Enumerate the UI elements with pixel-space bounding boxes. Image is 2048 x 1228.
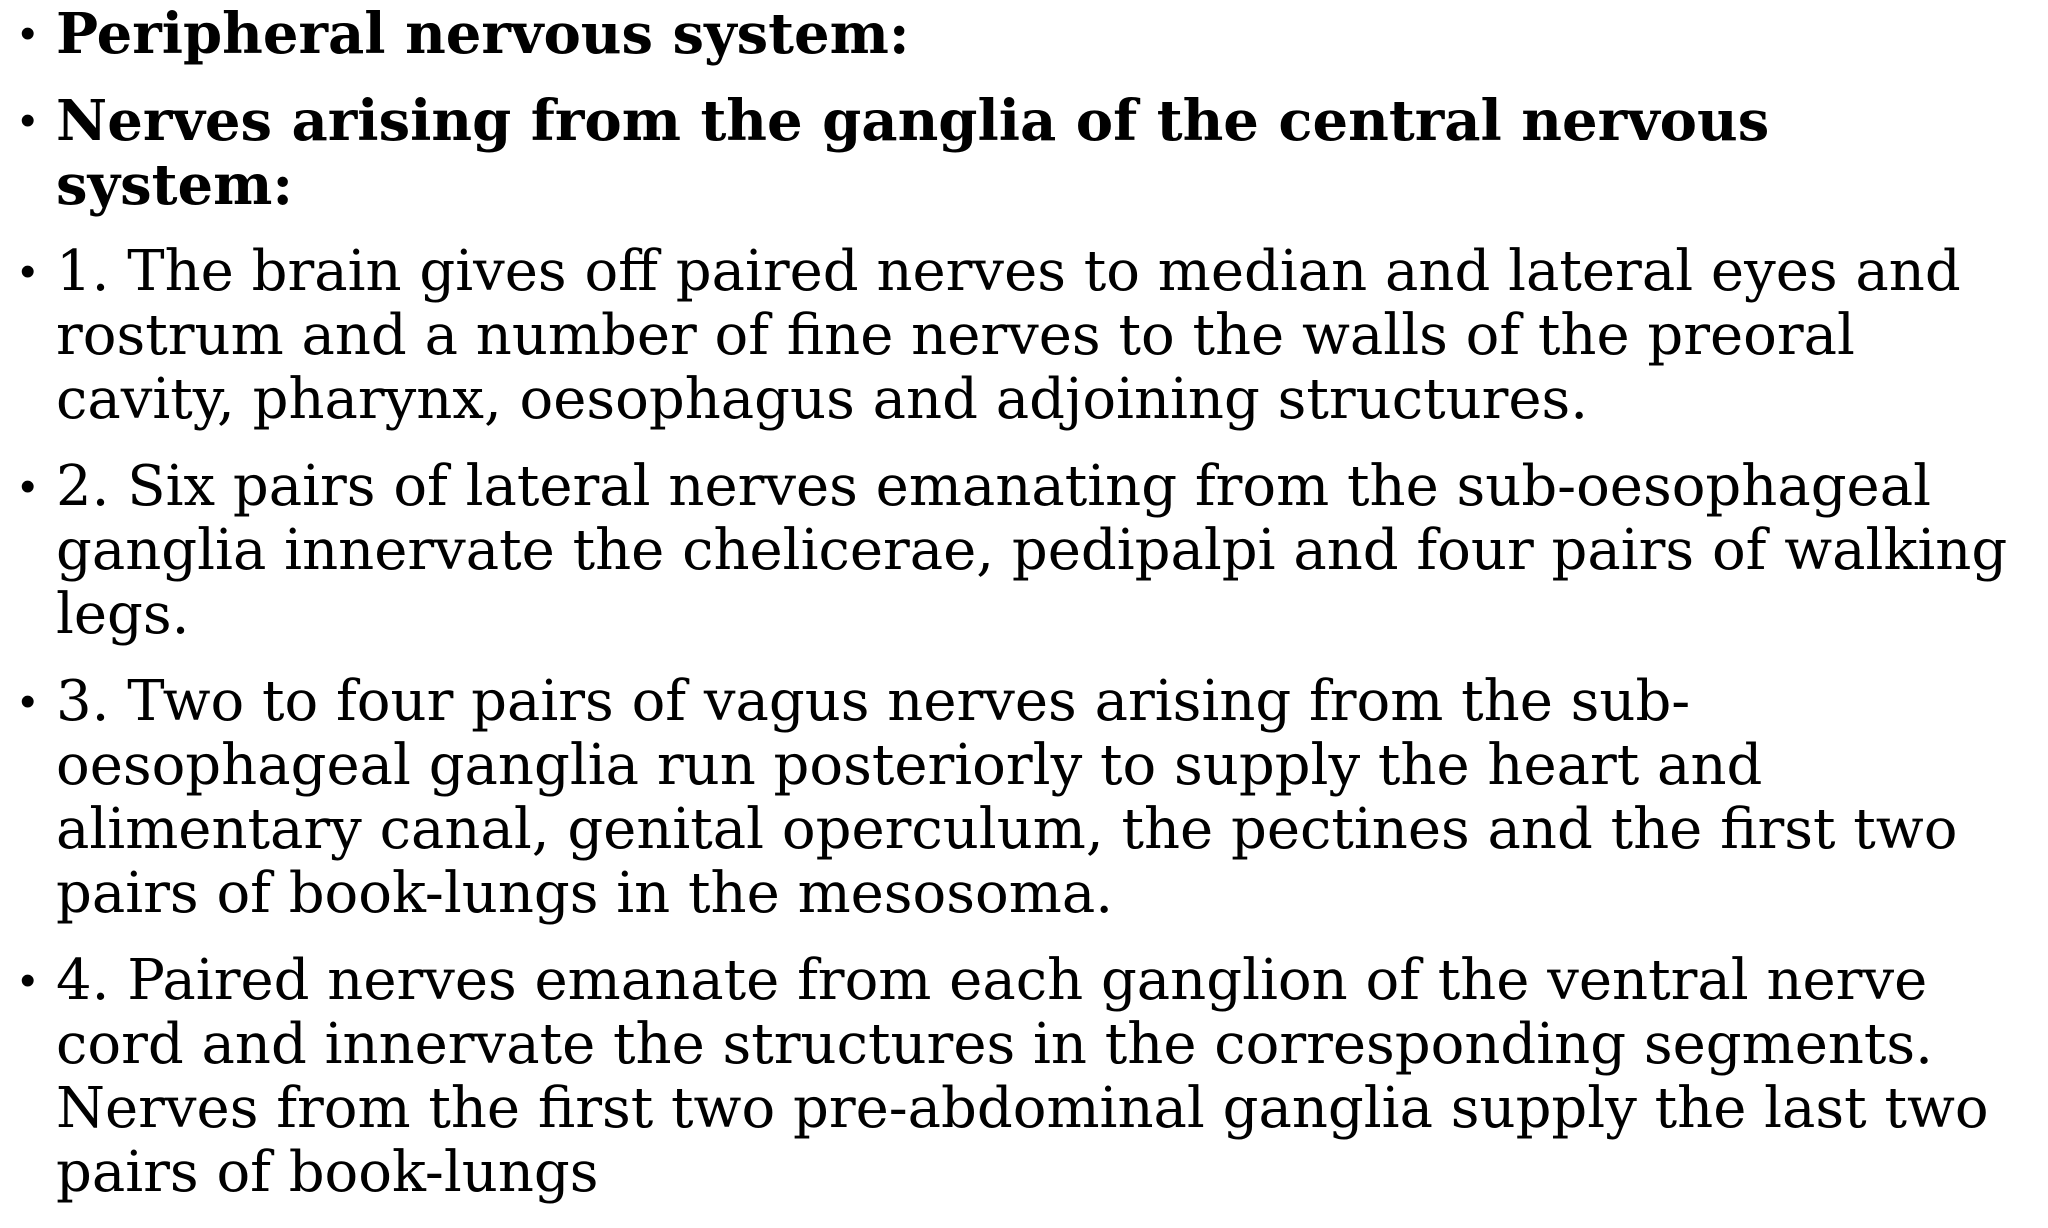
bullet-text: 4. Paired nerves emanate from each ganglion of the ventral nerve cord and innervate the structures in the corresponding segments. Nerves from the first two pre-abdominal ganglia supply the last two pairs of book-lungs	[56, 948, 1989, 1205]
bullet-heading-ganglia	[20, 89, 2020, 217]
bullet-text: 3. Two to four pairs of vagus nerves arising from the sub-oesophageal ganglia run posteriorly to supply the heart and alimentary canal, genital operculum, the pectines and the first two pairs of book-lungs in the mesosoma.	[56, 669, 1958, 926]
bullet-dot-icon: •	[20, 956, 36, 1005]
bullet-item-lateral-nerves	[20, 455, 2020, 647]
bullet-dot-icon: •	[20, 677, 36, 726]
bullet-text: 1. The brain gives off paired nerves to median and lateral eyes and rostrum and a number of fine nerves to the walls of the preoral cavity, pharynx, oesophagus and adjoining structures.	[56, 239, 1961, 432]
bullet-text: Peripheral nervous system:	[56, 1, 910, 67]
bullet-dot-icon: •	[20, 96, 36, 145]
bullet-text: Nerves arising from the ganglia of the central nervous system:	[56, 88, 1770, 218]
bullet-item-ventral-cord	[20, 949, 2020, 1205]
bullet-heading-peripheral	[20, 2, 2020, 66]
bullet-dot-icon: •	[20, 9, 36, 58]
bullet-item-vagus-nerves	[20, 670, 2020, 926]
bullet-dot-icon: •	[20, 462, 36, 511]
bullet-text: 2. Six pairs of lateral nerves emanating from the sub-oesophageal ganglia innervate the chelicerae, pedipalpi and four pairs of walking legs.	[56, 454, 2008, 647]
bullet-item-brain	[20, 240, 2020, 432]
bullet-list	[20, 2, 2020, 1228]
bullet-dot-icon: •	[20, 247, 36, 296]
